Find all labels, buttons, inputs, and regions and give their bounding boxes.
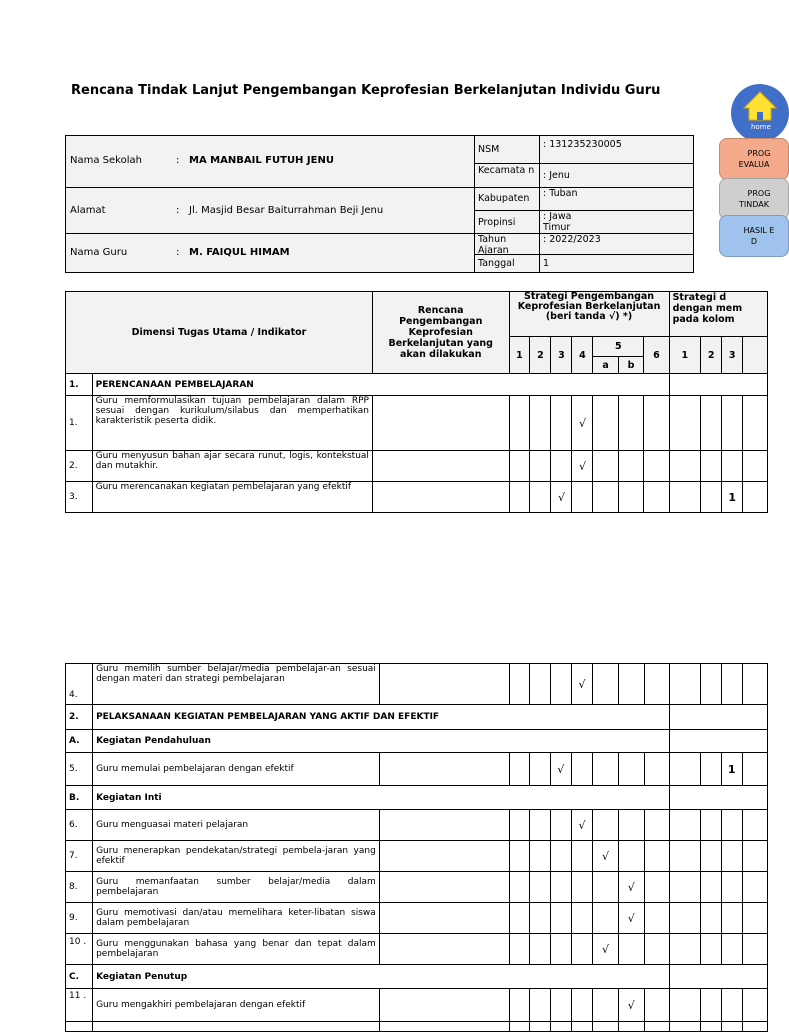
plan-cell[interactable]	[379, 989, 509, 1022]
propinsi-cell: Propinsi : Jawa Timur	[474, 211, 693, 234]
tanggal-cell: Tanggal 1	[478, 258, 550, 269]
table-row: 3. Guru merencanakan kegiatan pembelajaran yang efektif √ 1	[66, 482, 768, 513]
header-dimensi: Dimensi Tugas Utama / Indikator	[66, 292, 373, 374]
kabupaten-cell: Kabupaten : Tuban	[474, 188, 693, 211]
section-row: 1. PERENCANAAN PEMBELAJARAN	[66, 374, 768, 396]
check-mark: √	[618, 989, 644, 1022]
home-label: home	[751, 123, 771, 131]
check-mark: √	[572, 396, 593, 451]
check-mark: √	[572, 451, 593, 482]
nav-program-tindak-lanjut-button[interactable]: PROG TINDAK	[719, 178, 789, 220]
subsection-row: A. Kegiatan Pendahuluan	[66, 730, 768, 753]
nsm-cell: NSM : 131235230005	[474, 136, 693, 164]
tahun-cell: Tahun Ajaran : 2022/2023	[474, 234, 693, 255]
table-row: 1. Guru memformulasikan tujuan pembelajaran dalam RPP sesuai dengan kurikulum/silabus dan memperhatikan karakteristik peserta didik. √	[66, 396, 768, 451]
nav-hasil-evaluasi-button[interactable]: HASIL E D	[719, 215, 789, 257]
subsection-row: B. Kegiatan Inti	[66, 786, 768, 810]
table-header	[66, 292, 768, 337]
table-row: 11 . Guru mengakhiri pembelajaran dengan efektif √	[66, 989, 768, 1022]
school-row: Nama Sekolah : MA MANBAIL FUTUH JENU	[66, 136, 474, 188]
plan-cell[interactable]	[379, 903, 509, 934]
plan-cell[interactable]	[379, 841, 509, 872]
check-mark: √	[550, 753, 571, 786]
section-row: 2. PELAKSANAAN KEGIATAN PEMBELAJARAN YANG AKTIF DAN EFEKTIF	[66, 705, 768, 730]
table-row: 5. Guru memulai pembelajaran dengan efektif √ 1	[66, 753, 768, 786]
header-rencana: Rencana Pengembangan Keprofesian Berkelanjutan yang akan dilakukan	[372, 292, 509, 374]
table-row: 7. Guru menerapkan pendekatan/strategi pembela-jaran yang efektif √	[66, 841, 768, 872]
table-row: 10 . Guru menggunakan bahasa yang benar dan tepat dalam pembelajaran √	[66, 934, 768, 965]
identity-box	[65, 135, 694, 273]
table-row: 2. Guru menyusun bahan ajar secara runut, logis, kontekstual dan mutakhir. √	[66, 451, 768, 482]
check-mark: √	[593, 841, 619, 872]
plan-cell[interactable]	[379, 934, 509, 965]
check-mark: √	[618, 903, 644, 934]
table-row: 4. Guru memilih sumber belajar/media pembelajar-an sesuai dengan materi dan strategi pembelajaran √	[66, 664, 768, 705]
home-button[interactable]	[731, 84, 789, 142]
value-cell: 1	[722, 482, 743, 513]
rtl-table-part2	[65, 663, 768, 1032]
subsection-row: C. Kegiatan Penutup	[66, 965, 768, 989]
plan-cell[interactable]	[379, 810, 509, 841]
kecamatan-cell: Kecamata n : Jenu	[474, 164, 693, 188]
page-title: Rencana Tindak Lanjut Pengembangan Keprofesian Berkelanjutan Individu Guru	[71, 83, 661, 98]
plan-cell[interactable]	[379, 664, 509, 705]
teacher-row: Nama Guru : M. FAIQUL HIMAM	[70, 247, 290, 258]
home-icon	[731, 84, 789, 142]
check-mark: √	[593, 934, 619, 965]
check-mark: √	[571, 810, 592, 841]
table-row: 9. Guru memotivasi dan/atau memelihara keter-libatan siswa dalam pembelajaran √	[66, 903, 768, 934]
table-row: 6. Guru menguasai materi pelajaran √	[66, 810, 768, 841]
nav-program-evaluasi-button[interactable]: PROG EVALUA	[719, 138, 789, 180]
table-row: 8. Guru memanfaatan sumber belajar/media dalam pembelajaran √	[66, 872, 768, 903]
header-strategi: Strategi Pengembangan Keprofesian Berkelanjutan (beri tanda √) *)	[509, 292, 669, 337]
check-mark: √	[551, 482, 572, 513]
plan-cell[interactable]	[379, 753, 509, 786]
check-mark: √	[571, 664, 592, 705]
address-row: Alamat : Jl. Masjid Besar Baiturrahman Beji Jenu	[66, 188, 474, 234]
check-mark: √	[618, 872, 644, 903]
plan-cell[interactable]	[379, 872, 509, 903]
plan-cell[interactable]	[372, 451, 509, 482]
header-strategi-2: Strategi d dengan mem pada kolom	[669, 292, 767, 337]
rtl-table-part1: Dimensi Tugas Utama / Indikator Rencana Pengembangan Keprofesian Berkelanjutan yang akan dilakukan Strategi Pengembangan Keprofesian Berkelanjutan (beri tanda √) *) Strategi d dengan mem pada kolom 1 2 3 4 5 6 1 2 3 a b 1. PERENCANAAN PEMBELAJARAN 1. Guru memformulasikan tujuan pembelajaran dalam RPP sesuai dengan kurikulum/silabus dan memperhatikan karakteristik peserta didik. √ 2. Guru menyusun bahan ajar secara runut, logis, kontekstual dan mutakhir. √ 3. Guru merencanakan kegiatan pembelajaran yang efektif √ 1	[65, 291, 768, 513]
plan-cell[interactable]	[372, 396, 509, 451]
plan-cell[interactable]	[372, 482, 509, 513]
value-cell: 1	[721, 753, 742, 786]
